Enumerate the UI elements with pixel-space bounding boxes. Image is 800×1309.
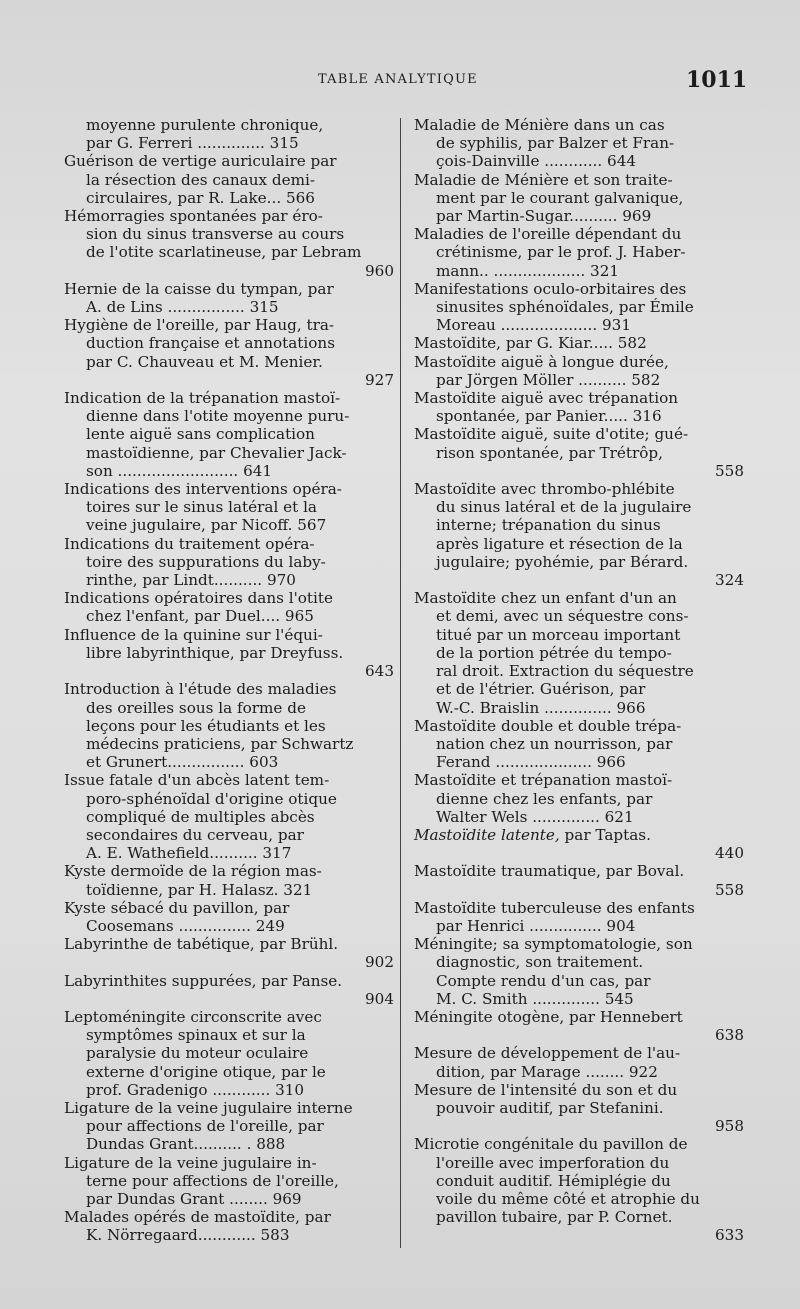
index-entry [64, 535, 394, 590]
index-entry [414, 899, 744, 935]
entry-continuation-line: ment par le courant galvanique, [436, 188, 684, 207]
entry-heading-line: Kyste sébacé du pavillon, par [64, 898, 290, 917]
entry-continuation-line: après ligature et résection de la [436, 534, 683, 553]
index-entry [64, 280, 394, 316]
index-entry [64, 862, 394, 898]
index-entry [64, 899, 394, 935]
running-header [0, 67, 800, 94]
entry-continuation-line: terne pour affections de l'oreille, [86, 1171, 339, 1190]
entry-continuation-line: circulaires, par R. Lake... 566 [86, 188, 315, 207]
entry-continuation-line: W.-C. Braislin .............. 966 [436, 698, 646, 717]
entry-continuation-line: lente aiguë sans complication [86, 425, 315, 444]
entry-page-number: 643 [365, 662, 394, 681]
entry-continuation-line: toire des suppurations du laby- [86, 552, 326, 571]
entry-continuation-line: par Henrici ............... 904 [436, 916, 636, 935]
entry-continuation-line: ral droit. Extraction du séquestre [436, 662, 694, 681]
entry-heading-line: Mesure de développement de l'au- [414, 1044, 681, 1063]
entry-heading-line: Labyrinthe de tabétique, par Brühl. [64, 935, 339, 954]
entry-continuation-line: conduit auditif. Hémiplégie du [436, 1171, 671, 1190]
entry-heading-line: Mastoïdite aiguë, suite d'otite; gué- [414, 425, 689, 444]
entry-heading-line: Mastoïdite, par G. Kiar..... 582 [414, 334, 647, 353]
index-entry [64, 626, 394, 681]
entry-heading-line: Issue fatale d'un abcès latent tem- [64, 771, 330, 790]
entry-heading-line: Kyste dermoïde de la région mas- [64, 862, 322, 881]
entry-heading-line: Maladie de Ménière dans un cas [414, 116, 665, 134]
index-entry [64, 316, 394, 389]
entry-page-number: 960 [365, 261, 394, 280]
entry-heading-line: Mesure de l'intensité du son et du [414, 1080, 678, 1099]
entry-continuation-line: Moreau .................... 931 [436, 316, 631, 335]
entry-heading-line: Mastoïdite latente, par Taptas. [414, 825, 651, 844]
entry-heading-line: Mastoïdite traumatique, par Boval. [414, 862, 685, 881]
entry-continuation-line: par C. Chauveau et M. Menier. [86, 352, 323, 371]
index-entry [64, 680, 394, 771]
index-entry [414, 1008, 744, 1044]
entry-continuation-line: K. Nörregaard............ 583 [86, 1226, 290, 1245]
entry-continuation-line: mastoïdienne, par Chevalier Jack- [86, 443, 347, 462]
entry-continuation-line: rison spontanée, par Trétrôp, [436, 443, 663, 462]
index-entry [64, 1008, 394, 1099]
index-entry [414, 425, 744, 480]
entry-heading-line: Mastoïdite chez un enfant d'un an [414, 589, 677, 608]
entry-continuation-line: Compte rendu d'un cas, par [436, 971, 651, 990]
entry-continuation-line: Walter Wels .............. 621 [436, 807, 634, 826]
entry-continuation-line: rinthe, par Lindt.......... 970 [86, 571, 296, 590]
entry-continuation-line: de l'otite scarlatineuse, par Lebram [86, 243, 362, 262]
index-entry [64, 1099, 394, 1154]
running-title: TABLE ANALYTIQUE [318, 72, 478, 87]
entry-continuation-line: pour affections de l'oreille, par [86, 1117, 324, 1136]
index-entry [414, 353, 744, 389]
index-entry [414, 935, 744, 1008]
entry-continuation-line: pouvoir auditif, par Stefanini. [436, 1098, 664, 1117]
index-entry [64, 589, 394, 625]
entry-continuation-line: la résection des canaux demi- [86, 170, 315, 189]
entry-continuation-line: diagnostic, son traitement. [436, 953, 644, 972]
entry-continuation-line: libre labyrinthique, par Dreyfuss. [86, 643, 344, 662]
index-entry [414, 389, 744, 425]
index-entry [414, 334, 744, 352]
entry-page-number: 958 [715, 1117, 744, 1136]
entry-page-number: 440 [715, 844, 744, 863]
entry-continuation-line: toires sur le sinus latéral et la [86, 498, 317, 517]
index-entry [414, 116, 744, 171]
index-entry [414, 771, 744, 826]
entry-continuation-line: des oreilles sous la forme de [86, 698, 306, 717]
entry-continuation-line: du sinus latéral et de la jugulaire [436, 498, 692, 517]
entry-continuation-line: de syphilis, par Balzer et Fran- [436, 134, 675, 153]
index-entry [414, 826, 744, 862]
entry-heading-line: Indications des interventions opéra- [64, 480, 342, 499]
entry-continuation-line: mann.. ................... 321 [436, 261, 620, 280]
index-entry [64, 207, 394, 280]
entry-page-number: 902 [365, 953, 394, 972]
index-entry [64, 972, 394, 1008]
entry-continuation-line: jugulaire; pyohémie, par Bérard. [436, 552, 689, 571]
entry-continuation-line: pavillon tubaire, par P. Cornet. [436, 1208, 673, 1227]
entry-continuation-line: titué par un morceau important [436, 625, 681, 644]
entry-page-number: 324 [715, 571, 744, 590]
entry-continuation-line: médecins praticiens, par Schwartz [86, 734, 354, 753]
entry-continuation-line: symptômes spinaux et sur la [86, 1026, 306, 1045]
entry-heading-line: Mastoïdite avec thrombo-phlébite [414, 480, 675, 499]
entry-continuation-line: toïdienne, par H. Halasz. 321 [86, 880, 313, 899]
entry-page-number: 927 [365, 370, 394, 389]
index-entry [64, 389, 394, 480]
entry-continuation-line: A. de Lins ................ 315 [86, 298, 279, 317]
entry-continuation-line: prof. Gradenigo ............ 310 [86, 1080, 305, 1099]
entry-continuation-line: par Jörgen Möller .......... 582 [436, 370, 661, 389]
entry-page-number: 558 [715, 880, 744, 899]
entry-continuation-line: moyenne purulente chronique, [86, 116, 324, 134]
entry-continuation-line: M. C. Smith .............. 545 [436, 989, 634, 1008]
entry-heading-line: Hygiène de l'oreille, par Haug, tra- [64, 316, 335, 335]
entry-heading-line: Labyrinthites suppurées, par Panse. [64, 971, 343, 990]
entry-heading-line: Hémorragies spontanées par éro- [64, 207, 323, 226]
entry-heading-line: Méningite; sa symptomatologie, son [414, 935, 693, 954]
index-entry [414, 171, 744, 226]
entry-heading-line: Maladies de l'oreille dépendant du [414, 225, 682, 244]
entry-continuation-line: voile du même côté et atrophie du [436, 1189, 700, 1208]
index-entry [64, 771, 394, 862]
index-entry [414, 717, 744, 772]
index-entry [414, 862, 744, 898]
index-entry [414, 480, 744, 589]
index-entry [414, 1135, 744, 1244]
index-entry [64, 480, 394, 535]
entry-heading-line: Influence de la quinine sur l'équi- [64, 625, 323, 644]
entry-continuation-line: Coosemans ............... 249 [86, 916, 285, 935]
entry-continuation-line: paralysie du moteur oculaire [86, 1044, 309, 1063]
index-entry [64, 1208, 394, 1244]
entry-heading-line: Mastoïdite aiguë avec trépanation [414, 389, 679, 408]
index-entry [414, 589, 744, 716]
entry-continuation-line: sinusites sphénoïdales, par Émile [436, 298, 694, 317]
entry-continuation-line: A. E. Wathefield.......... 317 [86, 844, 292, 863]
entry-continuation-line: externe d'origine otique, par le [86, 1062, 326, 1081]
page-number: 1011 [686, 67, 748, 93]
left-column [64, 116, 394, 1245]
entry-heading-line: Mastoïdite aiguë à longue durée, [414, 352, 669, 371]
entry-page-number: 558 [715, 461, 744, 480]
column-divider [400, 118, 401, 1248]
entry-continuation-line: sion du sinus transverse au cours [86, 225, 345, 244]
index-entry [64, 935, 394, 971]
index-entry [414, 280, 744, 335]
entry-heading-line: Ligature de la veine jugulaire interne [64, 1098, 353, 1117]
entry-continuation-line: leçons pour les étudiants et les [86, 716, 326, 735]
entry-heading-line: Méningite otogène, par Hennebert [414, 1007, 683, 1026]
right-column [414, 116, 744, 1245]
entry-page-number: 638 [715, 1026, 744, 1045]
entry-page-number: 633 [715, 1226, 744, 1245]
entry-heading-line: Indications du traitement opéra- [64, 534, 315, 553]
index-entry [414, 1044, 744, 1080]
entry-continuation-line: par Martin-Sugar.......... 969 [436, 207, 652, 226]
entry-continuation-line: secondaires du cerveau, par [86, 825, 304, 844]
entry-heading-line: Microtie congénitale du pavillon de [414, 1135, 688, 1154]
entry-continuation-line: l'oreille avec imperforation du [436, 1153, 670, 1172]
entry-heading-line: Manifestations oculo-orbitaires des [414, 279, 687, 298]
entry-heading-line: Maladie de Ménière et son traite- [414, 170, 673, 189]
index-entry [64, 116, 394, 152]
entry-continuation-line: dienne chez les enfants, par [436, 789, 653, 808]
entry-heading-line: Indication de la trépanation mastoï- [64, 389, 341, 408]
entry-heading-line: Hernie de la caisse du tympan, par [64, 279, 334, 298]
entry-continuation-line: dienne dans l'otite moyenne puru- [86, 407, 350, 426]
entry-heading-line: Mastoïdite double et double trépa- [414, 716, 682, 735]
entry-heading-line: Ligature de la veine jugulaire in- [64, 1153, 317, 1172]
entry-heading-line: Indications opératoires dans l'otite [64, 589, 333, 608]
entry-continuation-line: veine jugulaire, par Nicoff. 567 [86, 516, 327, 535]
index-entry [414, 225, 744, 280]
entry-heading-line: Guérison de vertige auriculaire par [64, 152, 337, 171]
entry-continuation-line: son ......................... 641 [86, 461, 273, 480]
entry-heading-line: Leptoméningite circonscrite avec [64, 1007, 322, 1026]
index-entry [64, 1154, 394, 1209]
entry-heading-line: Malades opérés de mastoïdite, par [64, 1208, 331, 1227]
entry-continuation-line: nation chez un nourrisson, par [436, 734, 673, 753]
entry-heading-line: Introduction à l'étude des maladies [64, 680, 337, 699]
entry-continuation-line: interne; trépanation du sinus [436, 516, 661, 535]
index-entry [64, 152, 394, 207]
entry-continuation-line: duction française et annotations [86, 334, 335, 353]
entry-heading-line: Mastoïdite tuberculeuse des enfants [414, 898, 695, 917]
entry-continuation-line: crétinisme, par le prof. J. Haber- [436, 243, 686, 262]
entry-continuation-line: poro-sphénoïdal d'origine otique [86, 789, 337, 808]
entry-continuation-line: çois-Dainville ............ 644 [436, 152, 637, 171]
entry-continuation-line: de la portion pétrée du tempo- [436, 643, 672, 662]
entry-continuation-line: Dundas Grant.......... . 888 [86, 1135, 286, 1154]
entry-continuation-line: Ferand .................... 966 [436, 753, 626, 772]
entry-continuation-line: dition, par Marage ........ 922 [436, 1062, 658, 1081]
entry-heading-line: Mastoïdite et trépanation mastoï- [414, 771, 673, 790]
entry-continuation-line: et demi, avec un séquestre cons- [436, 607, 689, 626]
entry-continuation-line: par Dundas Grant ........ 969 [86, 1189, 302, 1208]
entry-continuation-line: et de l'étrier. Guérison, par [436, 680, 646, 699]
entry-continuation-line: chez l'enfant, par Duel.... 965 [86, 607, 314, 626]
entry-continuation-line: et Grunert................ 603 [86, 753, 279, 772]
entry-continuation-line: compliqué de multiples abcès [86, 807, 315, 826]
entry-continuation-line: spontanée, par Panier..... 316 [436, 407, 662, 426]
index-entry [414, 1081, 744, 1136]
entry-continuation-line: par G. Ferreri .............. 315 [86, 134, 299, 153]
entry-page-number: 904 [365, 989, 394, 1008]
